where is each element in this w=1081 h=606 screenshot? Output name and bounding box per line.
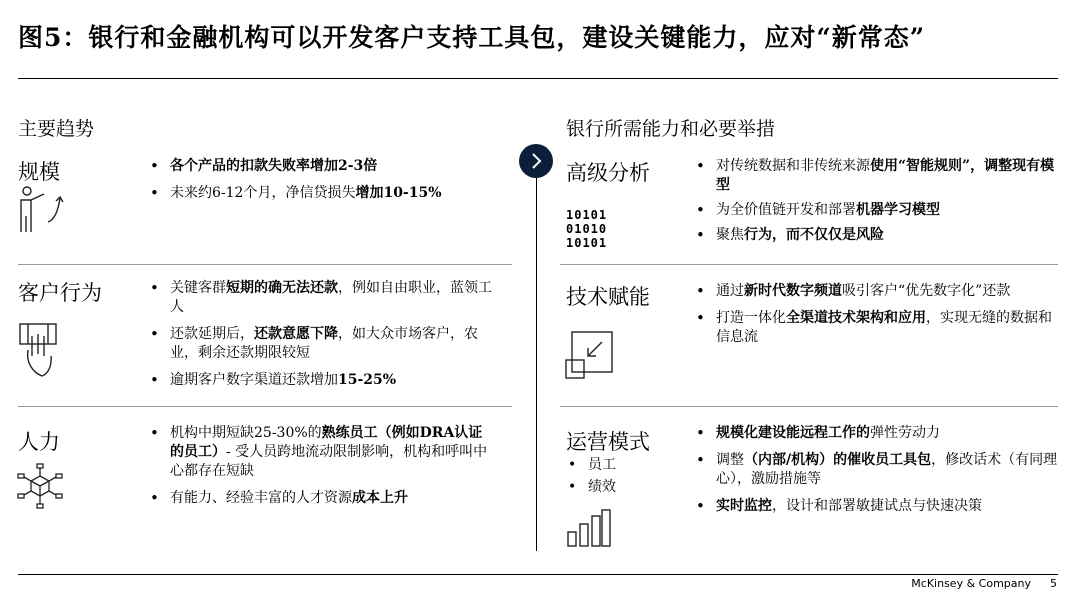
list-item: • 对传统数据和非传统来源使用“智能规则”，调整现有模型: [692, 157, 1062, 195]
column-divider: [536, 146, 537, 551]
advanced-analytics-bullets: [692, 157, 1062, 253]
operating-model-sublist: [566, 454, 616, 498]
scale-bullets: [146, 157, 506, 211]
list-item: • 聚焦行为，而不仅仅是风险: [692, 226, 1062, 245]
person-presenting-growth-icon: [18, 186, 66, 240]
section-title-scale: 规模: [18, 160, 60, 184]
list-item: • 机构中期短缺25-30%的熟练员工（例如DRA认证的员工）- 受人员跨地流动限制影响，机构和呼叫中心都存在短缺: [146, 424, 492, 481]
list-item: • 调整（内部/机构）的催收员工具包，修改话术（有同理心），激励措施等: [692, 451, 1062, 489]
section-divider: [560, 264, 1058, 265]
workforce-bullets: [146, 424, 492, 516]
customer-behavior-bullets: [146, 279, 504, 398]
list-item: • 还款延期后，还款意愿下降，如大众市场客户，农业，剩余还款期限较短: [146, 325, 504, 363]
list-item: • 有能力、经验丰富的人才资源成本上升: [146, 489, 492, 508]
list-item: • 逾期客户数字渠道还款增加15-25%: [146, 371, 504, 390]
list-item: • 规模化建设能远程工作的弹性劳动力: [692, 424, 1062, 443]
operating-model-bullets: [692, 424, 1062, 524]
footer-brand: McKinsey & Company: [911, 577, 1031, 590]
right-column-heading: 银行所需能力和必要举措: [566, 118, 776, 140]
list-item: • 关键客群短期的确无法还款，例如自由职业，蓝领工人: [146, 279, 504, 317]
binary-code-icon: 10101 01010 10101: [566, 208, 608, 250]
list-item: • 绩效: [566, 476, 616, 498]
page-number: 5: [1050, 577, 1057, 590]
section-title-workforce: 人力: [18, 430, 60, 454]
section-divider: [18, 264, 512, 265]
bar-chart-icon: [566, 506, 612, 552]
section-title-operating-model: 运营模式: [566, 430, 650, 454]
footer-divider: [18, 574, 1058, 575]
section-divider: [18, 406, 512, 407]
hand-payment-card-icon: [18, 322, 58, 384]
section-divider: [560, 406, 1058, 407]
list-item: • 打造一体化全渠道技术架构和应用，实现无缝的数据和信息流: [692, 309, 1060, 347]
list-item: • 未来约6-12个月，净信贷损失增加10-15%: [146, 184, 506, 203]
resize-arrow-icon: [564, 330, 614, 384]
section-title-tech-enablement: 技术赋能: [566, 285, 650, 309]
section-title-customer-behavior: 客户行为: [18, 281, 102, 305]
page-title: 图5：银行和金融机构可以开发客户支持工具包，建设关键能力，应对“新常态”: [18, 23, 926, 52]
list-item: • 员工: [566, 454, 616, 476]
list-item: • 各个产品的扣款失败率增加2-3倍: [146, 157, 506, 176]
list-item: • 通过新时代数字频道吸引客户“优先数字化”还款: [692, 282, 1060, 301]
chevron-right-icon: [519, 144, 553, 178]
title-divider: [18, 78, 1058, 79]
section-title-advanced-analytics: 高级分析: [566, 161, 650, 185]
network-cube-icon: [16, 462, 64, 514]
left-column-heading: 主要趋势: [18, 118, 95, 140]
list-item: • 实时监控，设计和部署敏捷试点与快速决策: [692, 497, 1062, 516]
tech-enablement-bullets: [692, 282, 1060, 355]
list-item: • 为全价值链开发和部署机器学习模型: [692, 201, 1062, 220]
